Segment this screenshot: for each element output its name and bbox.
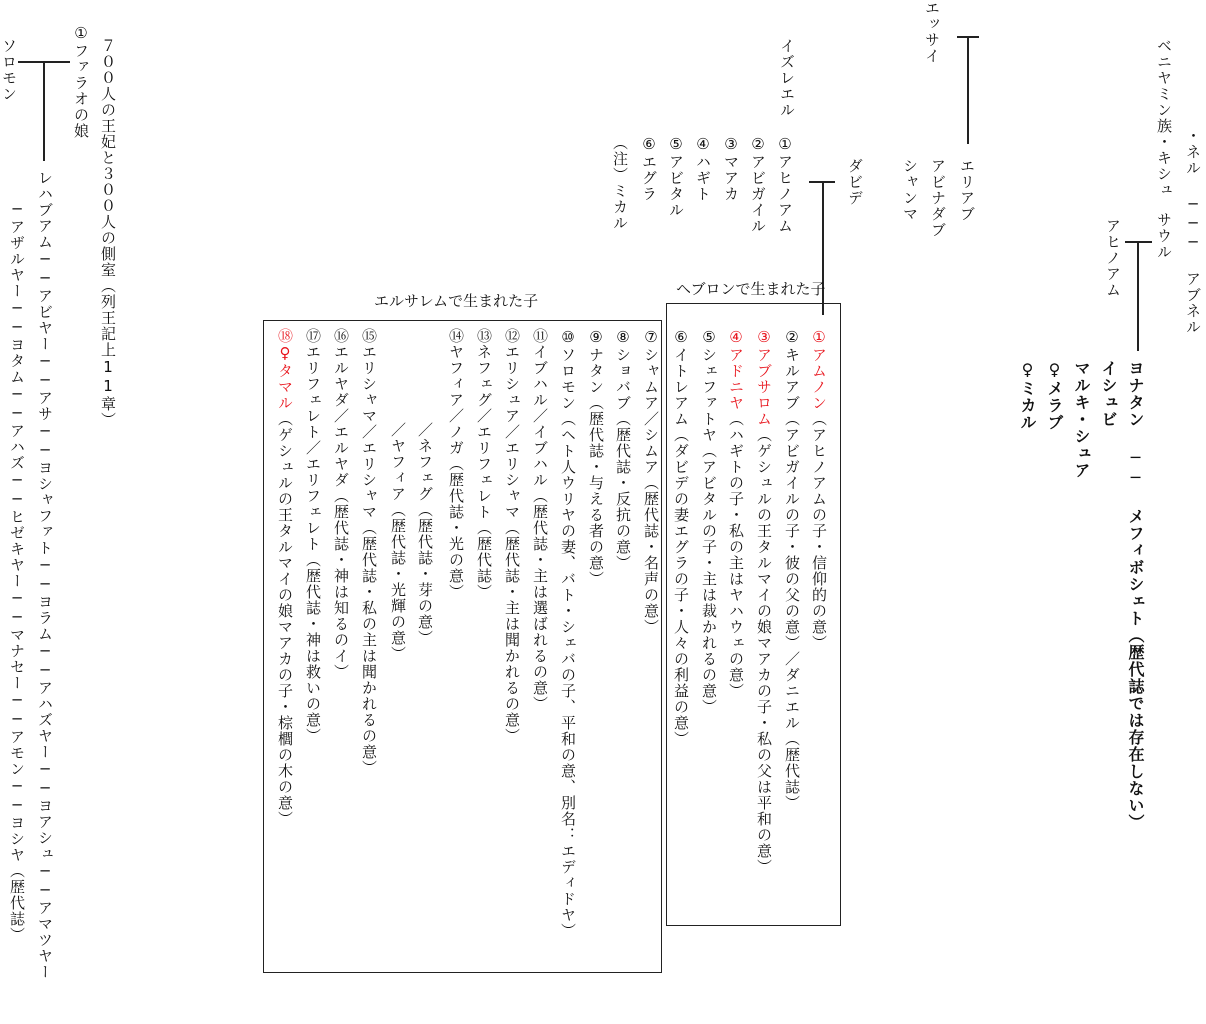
wife-4: ④ハギト — [694, 135, 712, 202]
wife-1: ①アヒノアム — [776, 135, 794, 234]
wife-3: ③マアカ — [722, 135, 740, 202]
wife-5: ⑤アビタル — [667, 135, 685, 218]
jerusalem-child-8: ⑧ショバブ（歴代誌・反抗の意） — [614, 328, 632, 571]
jerusalem-child-12: ⑫エリシュア／エリシャマ（歴代誌・主は聞かれるの意） — [503, 328, 521, 744]
jerusalem-child-11: ⑪イブハル／イブハル（歴代誌・主は選ばれるの意） — [531, 328, 549, 712]
wife-note-michal: （注）ミカル — [611, 135, 629, 231]
hebron-child-3: ③アブサロム（ゲシュルの王タルマイの娘マアカの子・私の父は平和の意） — [755, 328, 773, 875]
ner-abner-label: ・ネル ─── アブネル — [1184, 128, 1202, 335]
solomon-descendants-line-1: レハブアム──アビヤー──アサ──ヨシャファト──ヨラム──アハズヤー──ヨアシュ──アマツヤー — [36, 170, 54, 980]
jerusalem-child-18: ⑱♀タマル（ゲシュルの王タルマイの娘マアカの子・棕櫚の木の意） — [276, 328, 294, 827]
hebron-child-5: ⑤シェファトヤ（アビタルの子・主は裁かれるの意） — [700, 328, 718, 715]
eliab-label: エリアブ — [958, 158, 976, 222]
merab-label: ♀メラブ — [1045, 360, 1064, 431]
jerusalem-box-title: エルサレムで生まれた子 — [374, 292, 539, 310]
hebron-child-1: ①アムノン（アヒノアムの子・信仰的の意） — [810, 328, 828, 651]
jerusalem-child-13: ⑬ネフェグ／エリフェレト（歴代誌） — [475, 328, 493, 600]
pharaoh-daughter-label: ①ファラオの娘 — [72, 24, 90, 139]
hebron-child-6: ⑥イトレアム（ダビデの妻エグラの子・人々の利益の意） — [672, 328, 690, 747]
shammah-label: シャンマ — [901, 158, 919, 222]
jerusalem-child-16: ⑯エルヤダ／エルヤダ（歴代誌・神は知るのイ） — [332, 328, 350, 680]
jerusalem-child-alt-1: ／ネフェグ（歴代誌・芽の意） — [416, 422, 434, 646]
solomon-label: ソロモン — [0, 38, 18, 102]
michal-saul-label: ♀ミカル — [1018, 360, 1037, 431]
jesse-label: エッサイ — [923, 0, 941, 64]
jonathan-line: ヨナタン ── メフィボシェト（歴代誌では存在しない） — [1126, 360, 1145, 831]
ishbi-label: イシュビ — [1099, 360, 1118, 428]
saul-children-line — [1137, 241, 1139, 351]
solomon-children-line — [43, 61, 45, 161]
abinadab-label: アビナダブ — [929, 158, 947, 238]
jerusalem-child-14: ⑭ヤフィア／ノガ（歴代誌・光の意） — [447, 328, 465, 600]
wife-6: ⑥エグラ — [640, 135, 658, 202]
saul-marriage-line — [1125, 241, 1152, 243]
jezreel-label: イズレエル — [778, 38, 796, 118]
jerusalem-child-alt-2: ／ヤフィア（歴代誌・光輝の意） — [389, 422, 407, 662]
solomon-wives-note: ７００人の王妃と３００人の側室（列王記上11章） — [99, 38, 117, 428]
jerusalem-child-17: ⑰エリフェレト／エリフェレト（歴代誌・神は救いの意） — [304, 328, 322, 744]
kish-label: ベニヤミン族・キシュ — [1155, 38, 1173, 198]
jerusalem-child-15: ⑮エリシャマ／エリシャマ（歴代誌・私の主は聞かれるの意） — [360, 328, 378, 776]
hebron-box-title: ヘブロンで生まれた子 — [676, 280, 826, 298]
wife-2: ②アビガイル — [749, 135, 767, 234]
hebron-child-4: ④アドニヤ（ハギトの子・私の主はヤハウェの意） — [727, 328, 745, 699]
jerusalem-child-10: ⑩ソロモン（ヘト人ウリヤの妻、バト・シェバの子、平和の意、別名：エディドヤ） — [559, 328, 577, 939]
hebron-child-2: ②キルアブ（アビガイルの子・彼の父の意）／ダニエル（歴代誌） — [783, 328, 801, 811]
ahinoam-saul-label: アヒノアム — [1104, 218, 1122, 298]
saul-label: サウル — [1155, 212, 1173, 260]
jerusalem-child-9: ⑨ナタン（歴代誌・与える者の意） — [587, 328, 605, 587]
jesse-children-line — [967, 36, 969, 144]
solomon-descendants-line-2: ─アザルヤー──ヨタム──アハズ──ヒゼキヤー──マナセー──アモン──ヨシヤ（歴代誌） — [8, 200, 26, 943]
david-label: ダビデ — [846, 158, 864, 206]
malki-shua-label: マルキ・シュア — [1072, 360, 1091, 479]
jerusalem-child-7: ⑦シャムア／シムア（歴代誌・名声の意） — [642, 328, 660, 635]
